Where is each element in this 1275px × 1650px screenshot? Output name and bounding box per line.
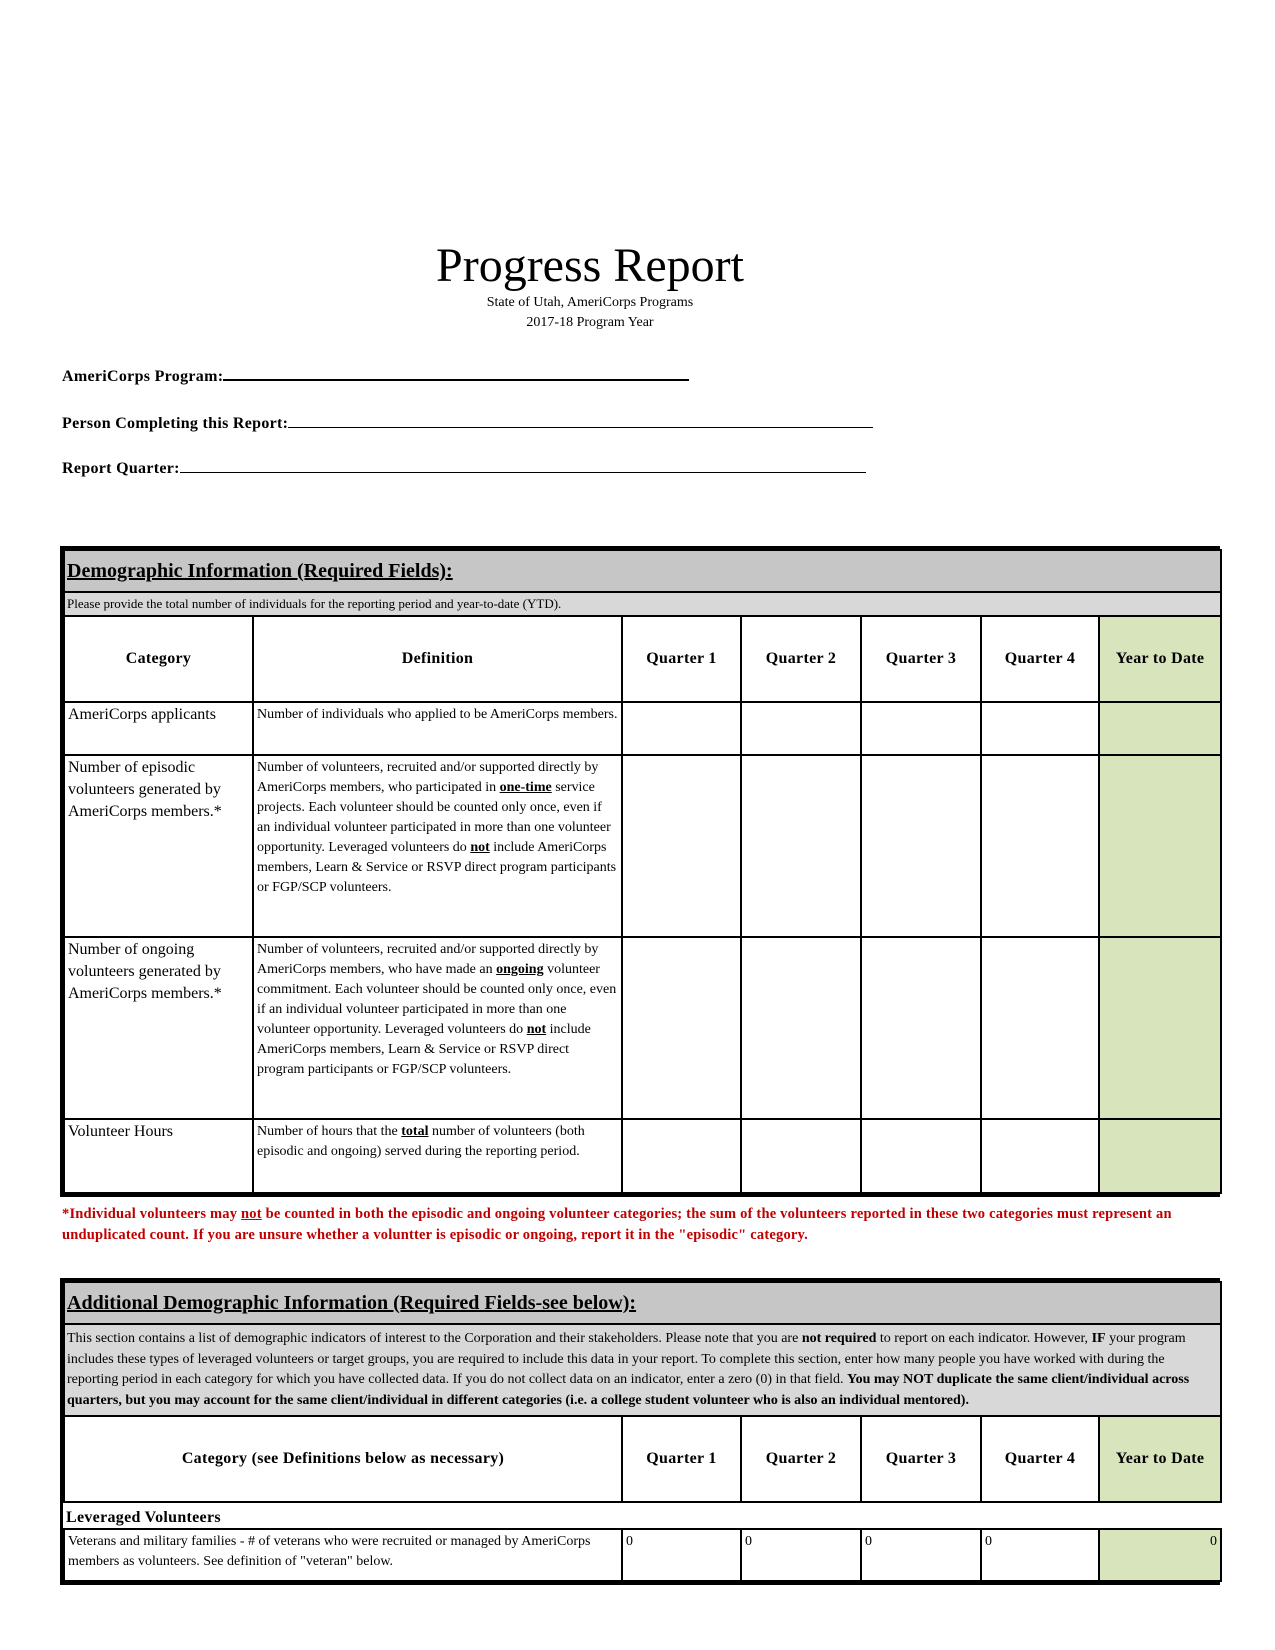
additional-demographic-section — [60, 1278, 1220, 1585]
q2-cell[interactable] — [741, 937, 861, 1119]
col-quarter-3: Quarter 3 — [861, 1416, 981, 1502]
table-row — [64, 937, 1221, 1119]
q3-cell[interactable] — [861, 702, 981, 755]
q3-cell[interactable] — [861, 937, 981, 1119]
person-completing-field[interactable] — [62, 413, 873, 433]
row-category: AmeriCorps applicants — [64, 702, 253, 755]
col-quarter-2: Quarter 2 — [741, 616, 861, 702]
row-category: Veterans and military families - # of veterans who were recruited or managed by AmeriCorps members as volunteers. See definition of "veteran" below. — [64, 1529, 622, 1581]
q4-cell[interactable] — [981, 755, 1099, 937]
row-definition: Number of volunteers, recruited and/or supported directly by AmeriCorps members, who have made an ongoing volunteer commitment. Each volunteer should be counted only once, even if an individual volunteer participated in more than one volunteer opportunity. Leveraged volunteers do not include AmeriCorps members, Learn & Service or RSVP direct program participants or FGP/SCP volunteers. — [253, 937, 622, 1119]
person-completing-line[interactable] — [288, 413, 873, 428]
q4-cell[interactable] — [981, 937, 1099, 1119]
demographic-table — [63, 549, 1222, 1194]
row-category: Number of episodic volunteers generated by AmeriCorps members.* — [64, 755, 253, 937]
page-title: Progress Report — [436, 239, 744, 292]
person-completing-label: Person Completing this Report: — [62, 415, 289, 432]
report-quarter-label: Report Quarter: — [62, 460, 180, 477]
q2-cell[interactable] — [741, 755, 861, 937]
q3-cell[interactable] — [861, 755, 981, 937]
q4-cell[interactable] — [981, 1119, 1099, 1193]
col-quarter-4: Quarter 4 — [981, 616, 1099, 702]
additional-intro: This section contains a list of demographic indicators of interest to the Corporation and their stakeholders. Please note that you are not required to report on each indicator. However, IF your program includes these types of leveraged volunteers or target groups, you are required to include this data in your report. To complete this section, enter how many people you have worked with during the reporting period in each category for which you have collected data. If you do not collect data on an indicator, enter a zero (0) in that field. You may NOT duplicate the same client/individual across quarters, but you may account for the same client/individual in different categories (i.e. a college student volunteer who is also an individual mentored). — [64, 1324, 1221, 1416]
americorps-program-label: AmeriCorps Program: — [62, 368, 224, 385]
q1-cell[interactable] — [622, 1119, 741, 1193]
col-quarter-4: Quarter 4 — [981, 1416, 1099, 1502]
ytd-cell[interactable] — [1099, 1119, 1221, 1193]
table-row — [64, 1119, 1221, 1193]
col-definition: Definition — [253, 616, 622, 702]
q4-cell[interactable]: 0 — [981, 1529, 1099, 1581]
q2-cell[interactable]: 0 — [741, 1529, 861, 1581]
q3-cell[interactable]: 0 — [861, 1529, 981, 1581]
subtitle-organization: State of Utah, AmeriCorps Programs — [486, 295, 694, 310]
col-quarter-2: Quarter 2 — [741, 1416, 861, 1502]
q1-cell[interactable] — [622, 702, 741, 755]
additional-demographic-table — [63, 1281, 1222, 1582]
q1-cell[interactable] — [622, 937, 741, 1119]
row-definition: Number of individuals who applied to be AmeriCorps members. — [253, 702, 622, 755]
report-quarter-field[interactable] — [62, 458, 866, 478]
americorps-program-line[interactable] — [223, 365, 689, 381]
volunteer-footnote: *Individual volunteers may not be counted in both the episodic and ongoing volunteer categories; the sum of the volunteers reported in these two categories must represent an unduplicated count. If you are unsure whether a voluntter is episodic or ongoing, report it in the "episodic" category. — [62, 1206, 1172, 1243]
additional-heading: Additional Demographic Information (Required Fields-see below): — [64, 1282, 1221, 1324]
col-year-to-date: Year to Date — [1099, 1416, 1221, 1502]
ytd-cell[interactable] — [1099, 755, 1221, 937]
leveraged-volunteers-group: Leveraged Volunteers — [64, 1502, 1221, 1529]
row-category: Volunteer Hours — [64, 1119, 253, 1193]
report-quarter-line[interactable] — [180, 458, 866, 473]
q1-cell[interactable]: 0 — [622, 1529, 741, 1581]
col-quarter-1: Quarter 1 — [622, 616, 741, 702]
demographic-heading: Demographic Information (Required Fields): — [64, 550, 1221, 592]
q1-cell[interactable] — [622, 755, 741, 937]
q2-cell[interactable] — [741, 1119, 861, 1193]
row-category: Number of ongoing volunteers generated by AmeriCorps members.* — [64, 937, 253, 1119]
americorps-program-field[interactable] — [62, 365, 689, 386]
col-quarter-3: Quarter 3 — [861, 616, 981, 702]
col-category: Category — [64, 616, 253, 702]
col-year-to-date: Year to Date — [1099, 616, 1221, 702]
table-row — [64, 1529, 1221, 1581]
col-quarter-1: Quarter 1 — [622, 1416, 741, 1502]
q3-cell[interactable] — [861, 1119, 981, 1193]
row-definition: Number of hours that the total number of volunteers (both episodic and ongoing) served during the reporting period. — [253, 1119, 622, 1193]
q4-cell[interactable] — [981, 702, 1099, 755]
ytd-cell[interactable] — [1099, 937, 1221, 1119]
subtitle-program-year: 2017-18 Program Year — [526, 315, 654, 330]
col-category: Category (see Definitions below as necessary) — [64, 1416, 622, 1502]
demographic-note: Please provide the total number of individuals for the reporting period and year-to-date (YTD). — [64, 592, 1221, 616]
ytd-cell[interactable] — [1099, 702, 1221, 755]
q2-cell[interactable] — [741, 702, 861, 755]
demographic-section — [60, 546, 1220, 1197]
ytd-cell[interactable]: 0 — [1099, 1529, 1221, 1581]
row-definition: Number of volunteers, recruited and/or supported directly by AmeriCorps members, who participated in one-time service projects. Each volunteer should be counted only once, even if an individual volunteer participated in more than one volunteer opportunity. Leveraged volunteers do not include AmeriCorps members, Learn & Service or RSVP direct program participants or FGP/SCP volunteers. — [253, 755, 622, 937]
table-row — [64, 755, 1221, 937]
table-row — [64, 702, 1221, 755]
